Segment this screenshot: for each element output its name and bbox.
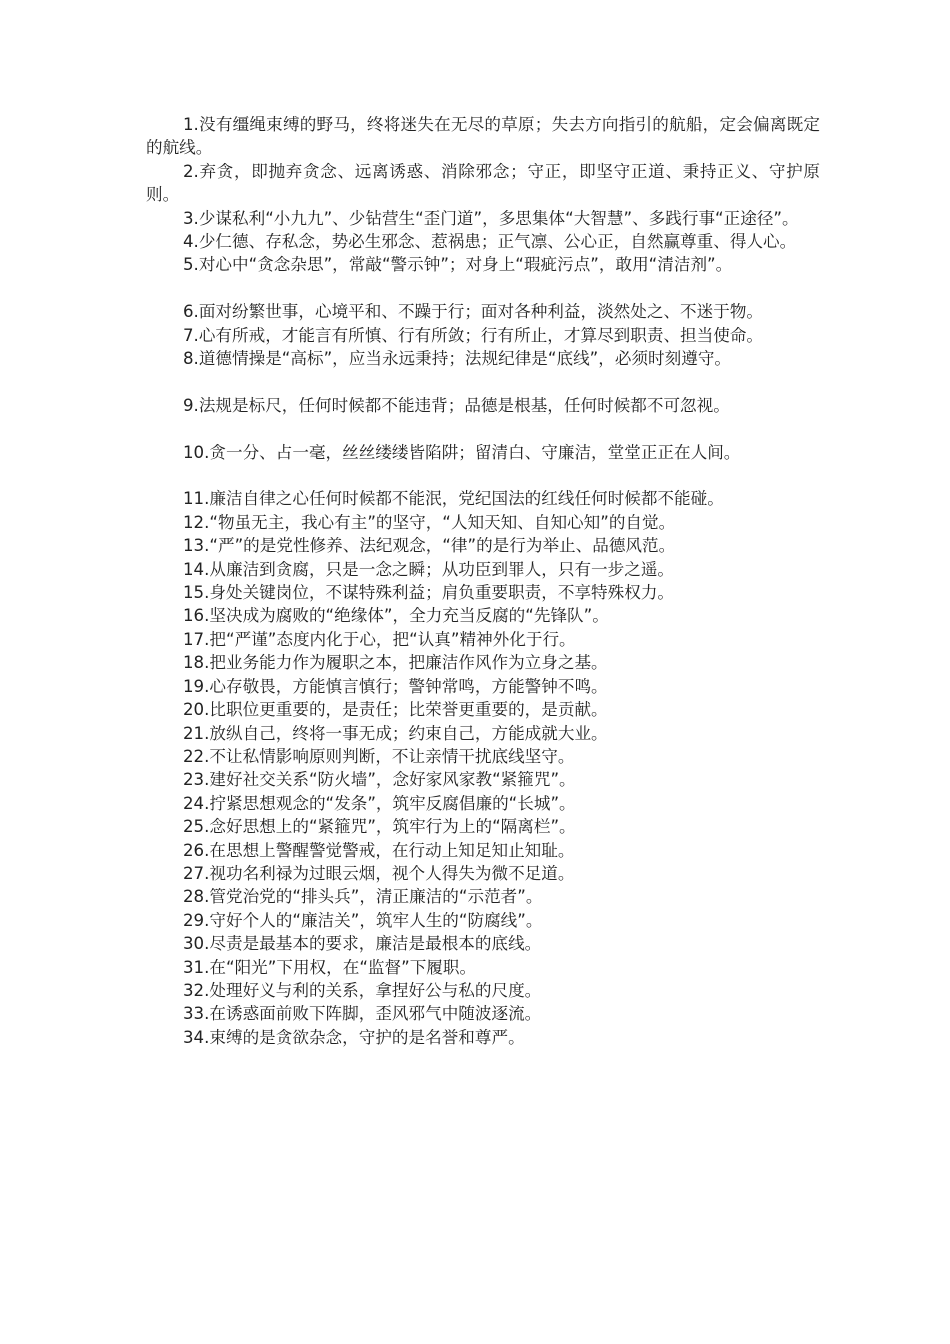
- list-item-19: 19.心存敬畏，方能慎言慎行；警钟常鸣，方能警钟不鸣。: [183, 676, 608, 696]
- list-item-33: 33.在诱惑面前败下阵脚，歪风邪气中随波逐流。: [183, 1004, 542, 1024]
- list-item-1: 1.没有缰绳束缚的野马，终将迷失在无尽的草原；失去方向指引的航船，定会偏离既定的航线。: [146, 115, 820, 158]
- document-body: [146, 113, 820, 1049]
- list-item-8: 8.道德情操是“高标”，应当永远秉持；法规纪律是“底线”，必须时刻遵守。: [183, 349, 732, 369]
- list-item-17: 17.把“严谨”态度内化于心，把“认真”精神外化于行。: [183, 629, 576, 649]
- list-item-12: 12.“物虽无主，我心有主”的坚守，“人知天知、自知心知”的自觉。: [183, 512, 676, 532]
- list-item-11: 11.廉洁自律之心任何时候都不能泯，党纪国法的红线任何时候都不能碰。: [183, 489, 724, 509]
- list-item-5: 5.对心中“贪念杂思”，常敲“警示钟”；对身上“瑕疵污点”，敢用“清洁剂”。: [183, 255, 733, 275]
- list-item-24: 24.拧紧思想观念的“发条”，筑牢反腐倡廉的“长城”。: [183, 793, 576, 813]
- list-item-10: 10.贪一分、占一毫，丝丝缕缕皆陷阱；留清白、守廉洁，堂堂正正在人间。: [183, 442, 741, 462]
- list-item-30: 30.尽责是最基本的要求，廉洁是最根本的底线。: [183, 934, 542, 954]
- list-item-23: 23.建好社交关系“防火墙”，念好家风家教“紧箍咒”。: [183, 770, 576, 790]
- list-item-13: 13.“严”的是党性修养、法纪观念，“律”的是行为举止、品德风范。: [183, 536, 676, 556]
- list-item-25: 25.念好思想上的“紧箍咒”，筑牢行为上的“隔离栏”。: [183, 817, 576, 837]
- list-item-7: 7.心有所戒，才能言有所慎、行有所敛；行有所止，才算尽到职责、担当使命。: [183, 325, 764, 345]
- list-item-21: 21.放纵自己，终将一事无成；约束自己，方能成就大业。: [183, 723, 608, 743]
- list-item-29: 29.守好个人的“廉洁关”，筑牢人生的“防腐线”。: [183, 910, 543, 930]
- list-item-3: 3.少谋私利“小九九”、少钻营生“歪门道”，多思集体“大智慧”、多践行事“正途径”。: [183, 208, 799, 228]
- list-item-9: 9.法规是标尺，任何时候都不能违背；品德是根基，任何时候都不可忽视。: [183, 395, 730, 415]
- list-item-26: 26.在思想上警醒警觉警戒，在行动上知足知止知耻。: [183, 840, 575, 860]
- list-item-18: 18.把业务能力作为履职之本，把廉洁作风作为立身之基。: [183, 653, 608, 673]
- list-item-20: 20.比职位更重要的，是责任；比荣誉更重要的，是贡献。: [183, 700, 608, 720]
- list-item-14: 14.从廉洁到贪腐，只是一念之瞬；从功臣到罪人，只有一步之遥。: [183, 559, 675, 579]
- list-item-15: 15.身处关键岗位，不谋特殊利益；肩负重要职责，不享特殊权力。: [183, 583, 675, 603]
- list-item-34: 34.束缚的是贪欲杂念，守护的是名誉和尊严。: [183, 1027, 525, 1047]
- list-item-4: 4.少仁德、存私念，势必生邪念、惹祸患；正气凛、公心正，自然赢尊重、得人心。: [183, 232, 797, 252]
- list-item-22: 22.不让私情影响原则判断，不让亲情干扰底线坚守。: [183, 746, 575, 766]
- list-item-27: 27.视功名利禄为过眼云烟，视个人得失为微不足道。: [183, 863, 575, 883]
- list-item-28: 28.管党治党的“排头兵”，清正廉洁的“示范者”。: [183, 887, 543, 907]
- list-item-6: 6.面对纷繁世事，心境平和、不躁于行；面对各种利益，淡然处之、不迷于物。: [183, 302, 764, 322]
- list-item-16: 16.坚决成为腐败的“绝缘体”，全力充当反腐的“先锋队”。: [183, 606, 609, 626]
- list-item-31: 31.在“阳光”下用权，在“监督”下履职。: [183, 957, 477, 977]
- list-item-2: 2.弃贪，即抛弃贪念、远离诱惑、消除邪念；守正，即坚守正道、秉持正义、守护原则。: [146, 161, 820, 205]
- list-item-32: 32.处理好义与利的关系，拿捏好公与私的尺度。: [183, 980, 542, 1000]
